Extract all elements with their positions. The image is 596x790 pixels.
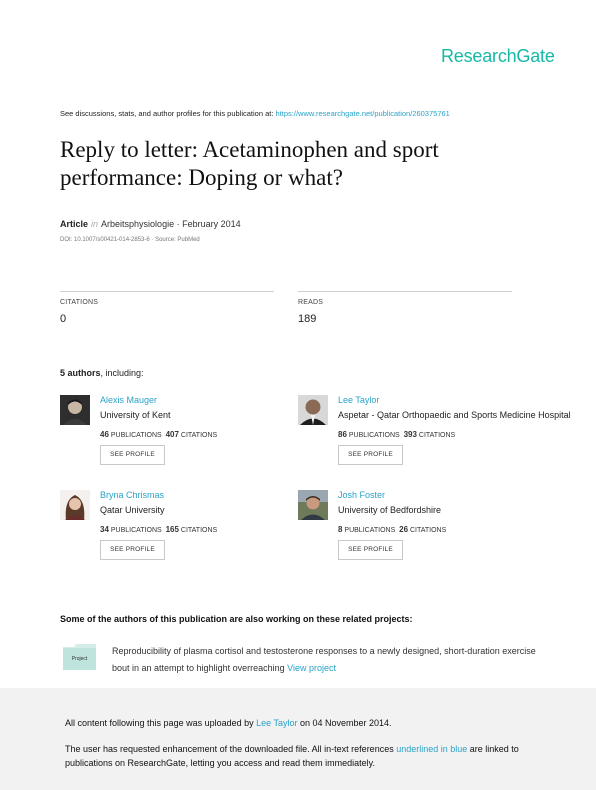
author-stats	[338, 430, 455, 439]
author-stats	[338, 525, 446, 534]
author-institution: Qatar University	[100, 505, 165, 515]
publication-meta	[60, 219, 241, 229]
author-institution: Aspetar - Qatar Orthopaedic and Sports Medicine Hospital	[338, 410, 571, 420]
publication-title: Reply to letter: Acetaminophen and sport performance: Doping or what?	[60, 137, 439, 190]
journal-date[interactable]: Arbeitsphysiologie · February 2014	[101, 219, 241, 229]
see-profile-button[interactable]: SEE PROFILE	[338, 540, 403, 560]
author-publications: 34	[100, 525, 109, 534]
author-citations: 393	[403, 430, 417, 439]
author-publications: 46	[100, 430, 109, 439]
avatar[interactable]	[60, 395, 90, 425]
author-card	[298, 490, 548, 570]
author-card	[60, 395, 310, 475]
see-profile-button[interactable]: SEE PROFILE	[100, 540, 165, 560]
citations-label: CITATIONS	[60, 299, 99, 306]
upload-notice-suffix: on 04 November 2014.	[297, 718, 392, 728]
authors-suffix: , including:	[100, 368, 144, 378]
publications-label: PUBLICATIONS	[344, 527, 396, 534]
uploader-link[interactable]: Lee Taylor	[256, 718, 298, 728]
author-stats	[100, 525, 217, 534]
enhancement-prefix: The user has requested enhancement of the downloaded file. All in-text references	[65, 744, 397, 754]
publications-label: PUBLICATIONS	[110, 527, 162, 534]
reads-value: 189	[298, 313, 317, 325]
avatar[interactable]	[298, 490, 328, 520]
citations-label: CITATIONS	[409, 527, 447, 534]
author-name[interactable]: Josh Foster	[338, 490, 386, 500]
footer-panel	[0, 688, 596, 790]
see-profile-button[interactable]: SEE PROFILE	[100, 445, 165, 465]
publications-label: PUBLICATIONS	[348, 432, 400, 439]
author-institution: University of Bedfordshire	[338, 505, 442, 515]
project-title: Reproducibility of plasma cortisol and testosterone responses to a newly designed, short-duration exercise bout in an attempt to highlight overreaching	[112, 646, 536, 673]
reads-divider	[298, 291, 512, 292]
enhancement-suffix: are linked to publications on ResearchGate, letting you access and read them immediately.	[65, 744, 519, 768]
authors-header	[60, 368, 144, 378]
authors-count: 5 authors	[60, 368, 101, 378]
citations-value: 0	[60, 313, 67, 325]
project-icon	[63, 644, 96, 670]
author-institution: University of Kent	[100, 410, 171, 420]
upload-notice-prefix: All content following this page was uploaded by	[65, 718, 257, 728]
avatar[interactable]	[298, 395, 328, 425]
author-photo-icon	[60, 490, 90, 520]
avatar[interactable]	[60, 490, 90, 520]
citations-divider	[60, 291, 274, 292]
publications-label: PUBLICATIONS	[110, 432, 162, 439]
author-name[interactable]: Bryna Chrismas	[100, 490, 165, 500]
related-projects-header: Some of the authors of this publication are also working on these related projects:	[60, 614, 413, 624]
discussion-line	[60, 109, 450, 118]
project-icon-label: Project	[71, 656, 88, 662]
see-profile-button[interactable]: SEE PROFILE	[338, 445, 403, 465]
citations-label: CITATIONS	[180, 432, 218, 439]
view-project-link[interactable]: View project	[287, 663, 336, 673]
author-citations: 407	[165, 430, 179, 439]
author-card	[298, 395, 571, 475]
researchgate-logo[interactable]: ResearchGate	[441, 46, 555, 66]
author-card	[60, 490, 310, 570]
enhancement-notice	[65, 742, 535, 770]
citations-label: CITATIONS	[418, 432, 456, 439]
reads-label: READS	[298, 299, 324, 306]
doi-source: DOI: 10.1007/s00421-014-2853-6 · Source: PubMed	[60, 237, 200, 243]
author-photo-icon	[298, 395, 328, 425]
author-publications: 8	[338, 525, 343, 534]
author-citations: 165	[165, 525, 179, 534]
author-name[interactable]: Alexis Mauger	[100, 395, 158, 405]
project-description	[112, 643, 542, 677]
author-photo-icon	[298, 490, 328, 520]
author-photo-icon	[60, 395, 90, 425]
upload-notice	[65, 718, 392, 728]
publication-type: Article	[60, 219, 89, 229]
publication-url-link[interactable]: https://www.researchgate.net/publication/260375761	[275, 109, 450, 118]
author-stats	[100, 430, 217, 439]
discussion-text: See discussions, stats, and author profiles for this publication at:	[60, 109, 276, 118]
author-citations: 26	[399, 525, 409, 534]
in-label: in	[91, 219, 99, 229]
author-name[interactable]: Lee Taylor	[338, 395, 380, 405]
citations-label: CITATIONS	[180, 527, 218, 534]
author-publications: 86	[338, 430, 347, 439]
underlined-in-blue-text: underlined in blue	[396, 744, 468, 754]
